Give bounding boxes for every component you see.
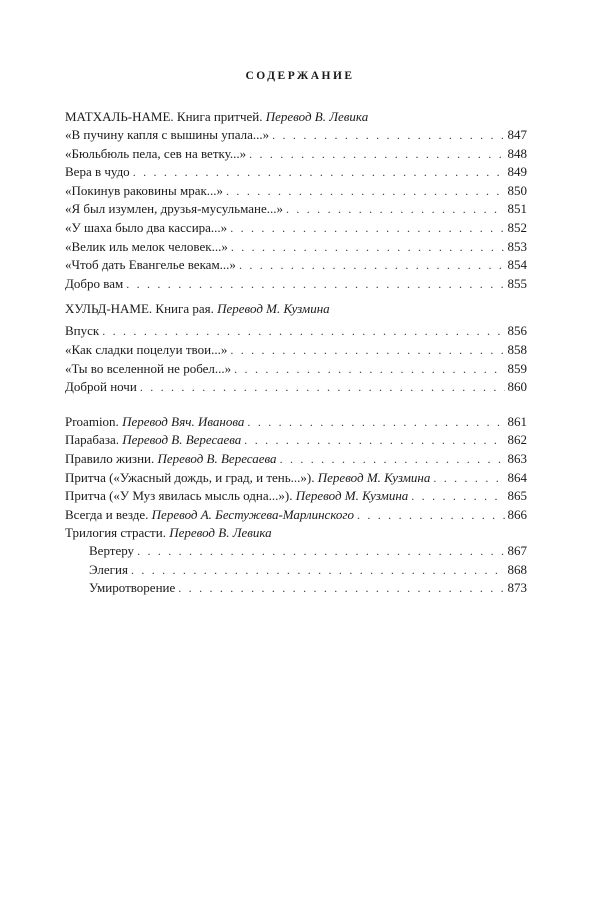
entry-page: 866: [507, 506, 527, 522]
entry-title: [65, 413, 244, 432]
entry-translator: Перевод А. Бестужева-Марлинского: [151, 506, 354, 522]
toc-entry[interactable]: [65, 561, 527, 580]
entry-title: [65, 487, 408, 506]
entry-title: Элегия: [89, 561, 128, 577]
toc-entry[interactable]: [65, 126, 527, 145]
leader-dots: [231, 238, 505, 257]
entry-page: 865: [507, 488, 527, 504]
entry-title: Добро вам: [65, 275, 124, 291]
section-header-huld-name: [65, 300, 527, 318]
entry-title: «Велик иль мелок человек...»: [65, 238, 228, 254]
entry-title: Впуск: [65, 323, 100, 339]
leader-dots: [234, 360, 504, 379]
entry-title-text: Всегда и везде.: [65, 506, 149, 522]
toc-entry[interactable]: [65, 450, 527, 469]
toc-entry[interactable]: [65, 469, 527, 488]
toc-entry[interactable]: [65, 219, 527, 238]
entry-title: Доброй ночи: [65, 379, 137, 395]
entry-translator: Перевод М. Кузмина: [295, 488, 409, 504]
entry-title: Умиротворение: [89, 580, 176, 596]
entry-title-text: Парабаза.: [65, 432, 119, 448]
section-title: МАТХАЛЬ-НАМЕ. Книга притчей.: [65, 109, 263, 124]
entry-page: 861: [507, 413, 527, 429]
leader-dots: [244, 431, 504, 450]
entry-page: 860: [507, 379, 527, 395]
entry-title: «Я был изумлен, друзья-мусульмане...»: [65, 201, 283, 217]
entry-page: 854: [507, 257, 527, 273]
entry-page: 850: [507, 182, 527, 198]
section-translator: Перевод В. Левика: [265, 109, 369, 124]
section-translator: Перевод М. Кузмина: [217, 301, 330, 317]
leader-dots: [433, 469, 504, 488]
entry-title-text: Proamion.: [65, 413, 119, 429]
toc-entry[interactable]: [65, 145, 527, 164]
entry-title: «Ты во вселенной не робел...»: [65, 360, 232, 376]
toc-entry[interactable]: [65, 182, 527, 201]
spacer: [65, 293, 527, 300]
entry-page: 868: [507, 561, 527, 577]
leader-dots: [249, 145, 504, 164]
toc-entry[interactable]: [65, 322, 527, 341]
table-of-contents: [65, 108, 527, 598]
toc-entry[interactable]: [65, 256, 527, 275]
entry-page: 867: [507, 543, 527, 559]
trilogy-header: [65, 524, 527, 542]
entry-title: [65, 506, 354, 525]
entry-page: 855: [507, 275, 527, 291]
entry-page: 863: [507, 450, 527, 466]
page-title: СОДЕРЖАНИЕ: [245, 70, 355, 82]
entry-translator: Перевод В. Вересаева: [122, 432, 242, 448]
entry-title: Вера в чудо: [65, 164, 130, 180]
toc-entry[interactable]: [65, 341, 527, 360]
entry-title: Вертеру: [89, 543, 135, 559]
entry-title: «Бюльбюль пела, сев на ветку...»: [65, 145, 247, 161]
toc-entry[interactable]: [65, 200, 527, 219]
entry-title-text: Правило жизни.: [65, 450, 155, 466]
leader-dots: [126, 275, 504, 294]
trilogy-translator: Перевод В. Левика: [169, 525, 272, 541]
leader-dots: [230, 341, 504, 360]
entry-page: 848: [507, 145, 527, 161]
spacer: [65, 397, 527, 413]
entry-title: «Чтоб дать Евангелье векам...»: [65, 257, 236, 273]
entry-title: «В пучину капля с вышины упала...»: [65, 127, 270, 142]
leader-dots: [133, 163, 505, 182]
toc-entry[interactable]: [65, 360, 527, 379]
entry-page: 859: [507, 360, 527, 376]
leader-dots: [131, 561, 505, 580]
entry-title: «Покинув раковины мрак...»: [65, 182, 224, 198]
toc-entry[interactable]: [65, 487, 527, 506]
entry-title: [65, 469, 430, 488]
entry-page: 862: [507, 432, 527, 448]
toc-entry[interactable]: [65, 238, 527, 257]
section-header-mathal-name: [65, 108, 527, 126]
leader-dots: [272, 126, 504, 145]
entry-page: 858: [507, 341, 527, 357]
section-title: ХУЛЬД-НАМЕ. Книга рая.: [65, 301, 214, 317]
leader-dots: [286, 200, 505, 219]
toc-entry[interactable]: [65, 542, 527, 561]
leader-dots: [357, 506, 505, 525]
entry-page: 856: [507, 323, 527, 339]
leader-dots: [247, 413, 504, 432]
entry-page: 873: [507, 580, 527, 596]
leader-dots: [280, 450, 505, 469]
entry-page: 849: [507, 164, 527, 180]
leader-dots: [226, 182, 504, 201]
entry-title: [65, 431, 241, 450]
leader-dots: [239, 256, 505, 275]
toc-entry[interactable]: [65, 431, 527, 450]
entry-page: 847: [507, 127, 527, 142]
entry-page: 853: [507, 238, 527, 254]
toc-entry[interactable]: [65, 506, 527, 525]
entry-page: 864: [507, 469, 527, 485]
leader-dots: [230, 219, 504, 238]
leader-dots: [178, 579, 504, 598]
toc-entry[interactable]: [65, 275, 527, 294]
toc-entry[interactable]: [65, 413, 527, 432]
toc-entry[interactable]: [65, 579, 527, 598]
toc-entry[interactable]: [65, 378, 527, 397]
entry-page: 851: [507, 201, 527, 217]
entry-translator: Перевод М. Кузмина: [317, 469, 431, 485]
entry-title-text: Притча («У Муз явилась мысль одна...»).: [65, 488, 293, 504]
entry-page: 852: [507, 219, 527, 235]
leader-dots: [140, 378, 505, 397]
leader-dots: [411, 487, 504, 506]
entry-translator: Перевод В. Вересаева: [157, 450, 277, 466]
entry-title: [65, 450, 277, 469]
leader-dots: [102, 322, 504, 341]
entry-title: «Как сладки поцелуи твои...»: [65, 341, 228, 357]
toc-entry[interactable]: [65, 163, 527, 182]
entry-title-text: Притча («Ужасный дождь, и град, и тень...»).: [65, 469, 315, 485]
entry-title: «У шаха было два кассира...»: [65, 219, 228, 235]
trilogy-title: Трилогия страсти.: [65, 525, 166, 541]
entry-translator: Перевод Вяч. Иванова: [122, 413, 245, 429]
leader-dots: [137, 542, 504, 561]
